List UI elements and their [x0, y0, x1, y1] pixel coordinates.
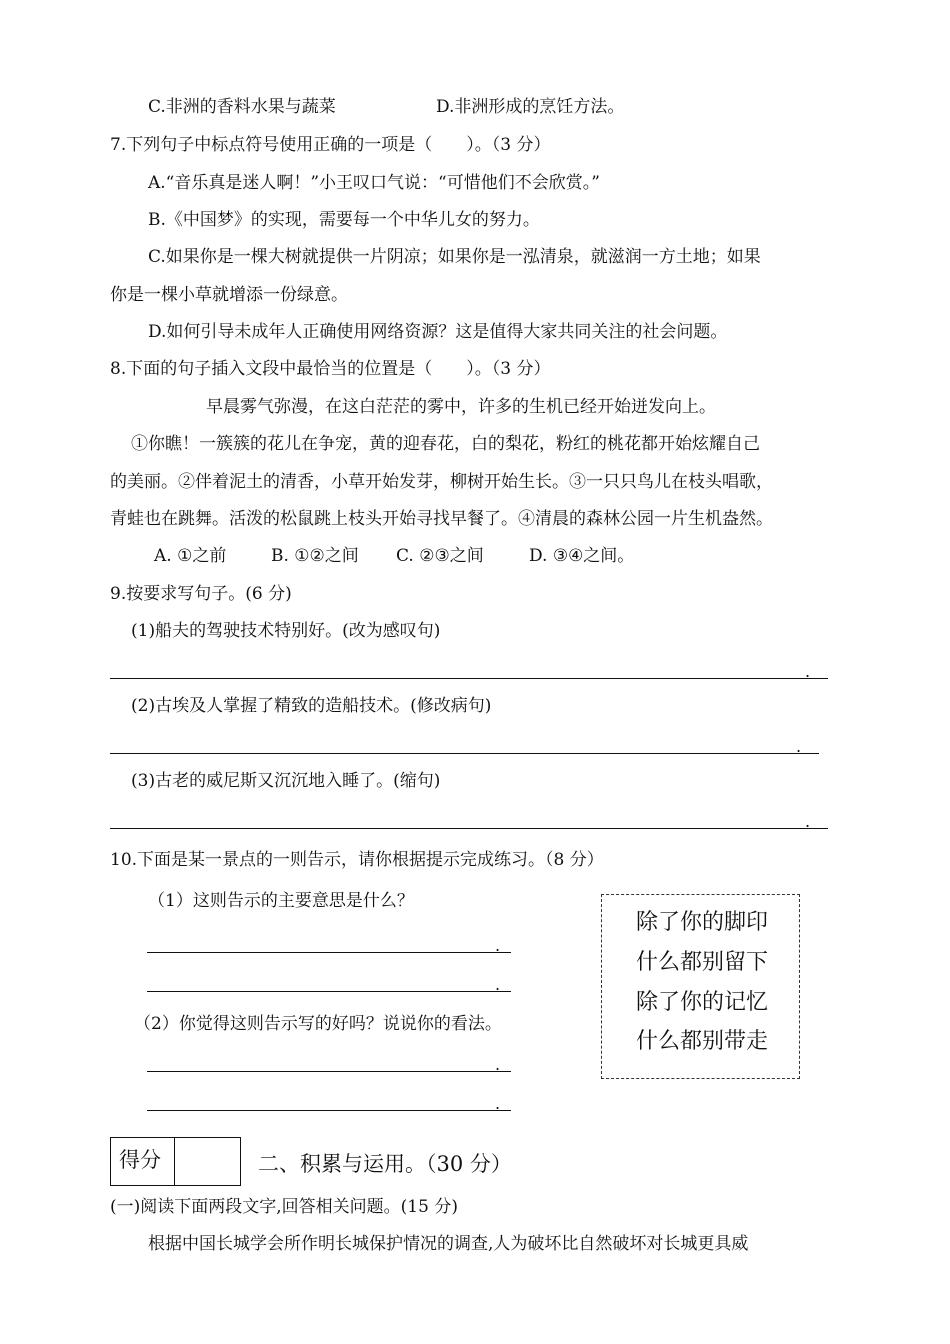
q10-period-4: . — [495, 1094, 501, 1113]
q10-answer-line-2[interactable] — [147, 991, 511, 992]
q7-stem: 7.下列句子中标点符号使用正确的一项是（ ）。（3 分） — [110, 135, 551, 155]
q7-option-d: D.如何引导未成年人正确使用网络资源？这是值得大家共同关注的社会问题。 — [148, 322, 728, 342]
q10-period-3: . — [495, 1055, 501, 1074]
notice-line-2: 什么都别留下 — [636, 950, 769, 975]
q8-option-b: B. ①②之间 — [271, 546, 359, 566]
q8-option-a: A. ①之前 — [154, 546, 227, 566]
score-label-cell — [111, 1138, 175, 1185]
q8-option-d: D. ③④之间。 — [529, 546, 635, 566]
q9-period-2: . — [796, 737, 802, 756]
q7-option-b: B.《中国梦》的实现，需要每一个中华儿女的努力。 — [148, 210, 540, 230]
q8-stem: 8.下面的句子插入文段中最恰当的位置是（ ）。（3 分） — [110, 359, 551, 379]
q6-option-d: D.非洲形成的烹饪方法。 — [436, 97, 625, 117]
q7-option-c-line1: C.如果你是一棵大树就提供一片阴凉；如果你是一泓清泉，就滋润一方土地；如果 — [148, 247, 761, 267]
q10-item1: （1）这则告示的主要意思是什么？ — [148, 891, 414, 911]
q10-period-2: . — [495, 975, 501, 994]
q10-item2: （2）你觉得这则告示写的好吗？说说你的看法。 — [134, 1014, 502, 1034]
q9-answer-line-3[interactable] — [110, 828, 828, 829]
q10-period-1: . — [495, 936, 501, 955]
q8-passage-line3: 青蛙也在跳舞。活泼的松鼠跳上枝头开始寻找早餐了。④清晨的森林公园一片生机盎然。 — [110, 509, 773, 529]
q8-passage-line2: 的美丽。②伴着泥土的清香，小草开始发芽，柳树开始生长。③一只只鸟儿在枝头唱歌， — [110, 472, 773, 492]
q8-option-c: C. ②③之间 — [396, 546, 484, 566]
q9-period-3: . — [805, 812, 811, 831]
q10-answer-line-4[interactable] — [147, 1110, 511, 1111]
q7-option-c-line2: 你是一棵小草就增添一份绿意。 — [110, 285, 348, 305]
notice-line-1: 除了你的脚印 — [636, 910, 769, 935]
q6-option-c: C.非洲的香料水果与蔬菜 — [148, 97, 336, 117]
q10-answer-line-1[interactable] — [147, 952, 511, 953]
q9-period-1: . — [805, 662, 811, 681]
q7-option-a: A.“音乐真是迷人啊！”小王叹口气说：“可惜他们不会欣赏。” — [148, 173, 600, 193]
score-entry-cell[interactable] — [175, 1138, 240, 1185]
q8-passage-line1: ①你瞧！一簇簇的花儿在争宠，黄的迎春花，白的梨花，粉红的桃花都开始炫耀自己 — [131, 434, 760, 454]
scenic-notice-box — [601, 894, 800, 1079]
q10-answer-line-3[interactable] — [147, 1071, 511, 1072]
q9-item3: (3)古老的威尼斯又沉沉地入睡了。(缩句) — [131, 771, 441, 791]
section2-para1: 根据中国长城学会所作明长城保护情况的调查,人为破坏比自然破坏对长城更具威 — [148, 1234, 749, 1254]
q8-sentence: 早晨雾气弥漫，在这白茫茫的雾中，许多的生机已经开始迸发向上。 — [206, 397, 716, 417]
q9-item2: (2)古埃及人掌握了精致的造船技术。(修改病句) — [131, 696, 492, 716]
q9-item1: (1)船夫的驾驶技术特别好。(改为感叹句) — [131, 621, 441, 641]
q9-answer-line-2[interactable] — [110, 753, 819, 754]
section2-title: 二、积累与运用。（30 分） — [258, 1152, 512, 1176]
section2-sub1: (一)阅读下面两段文字,回答相关问题。(15 分) — [110, 1197, 458, 1217]
notice-line-3: 除了你的记忆 — [636, 990, 769, 1015]
q9-stem: 9.按要求写句子。(6 分) — [110, 584, 292, 604]
q10-stem: 10.下面是某一景点的一则告示，请你根据提示完成练习。（8 分） — [110, 850, 604, 870]
score-box — [110, 1137, 241, 1186]
q9-answer-line-1[interactable] — [110, 678, 828, 679]
notice-line-4: 什么都别带走 — [636, 1029, 769, 1054]
score-label: 得分 — [119, 1148, 161, 1172]
